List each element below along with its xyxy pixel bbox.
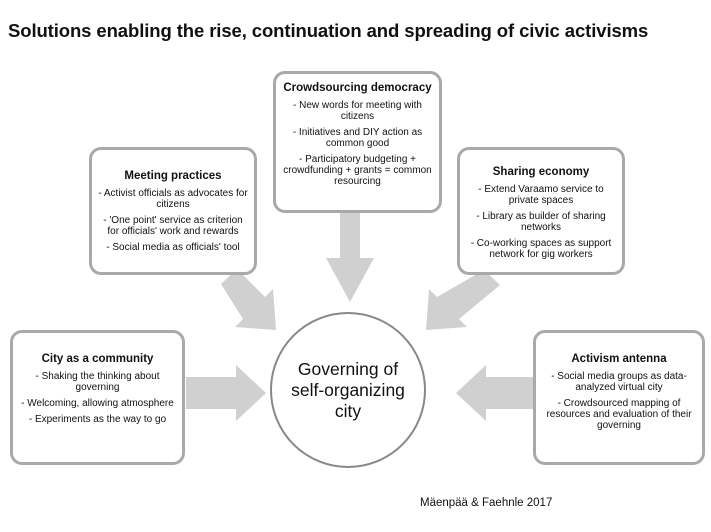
list-item: - Initiatives and DIY action as common good [292, 127, 423, 149]
list-item: - 'One point' service as criterion for officials' work and rewards [103, 215, 243, 237]
list-item: - New words for meeting with citizens [293, 100, 422, 122]
central-circle [270, 312, 426, 468]
list-item: - Participatory budgeting + crowdfunding + grants = common resourcing [283, 154, 432, 187]
box-city-as-a-community [10, 330, 185, 465]
arrow-upper-left [221, 269, 276, 330]
list-item: - Crowdsourced mapping of resources and evaluation of their governing [546, 398, 692, 431]
list-item: - Social media as officials' tool [106, 242, 240, 253]
box-meeting-practices [89, 147, 257, 275]
list-item: - Social media groups as data-analyzed virtual city [551, 371, 687, 393]
box-activism-antenna [533, 330, 705, 465]
box-heading: Activism antenna [571, 353, 667, 365]
arrow-right [456, 365, 534, 421]
box-heading: Sharing economy [492, 166, 590, 178]
list-item: - Extend Varaamo service to private spaces [478, 184, 604, 206]
arrow-upper-right [426, 270, 500, 330]
central-label: Governing of self-organizing city [291, 358, 405, 421]
arrow-top [326, 212, 374, 302]
list-item: - Library as builder of sharing networks [476, 211, 606, 233]
arrow-left [186, 365, 266, 421]
box-heading: Crowdsourcing democracy [283, 82, 432, 94]
box-sharing-economy [457, 147, 625, 275]
list-item: - Experiments as the way to go [28, 414, 167, 425]
list-item: - Shaking the thinking about governing [35, 371, 160, 393]
list-item: - Welcoming, allowing atmosphere [21, 398, 174, 409]
box-heading: City as a community [41, 353, 154, 365]
box-heading: Meeting practices [124, 170, 222, 182]
citation-credit: Mäenpää & Faehnle 2017 [420, 497, 553, 509]
list-item: - Co-working spaces as support network for gig workers [470, 238, 612, 260]
list-item: - Activist officials as advocates for citizens [98, 188, 248, 210]
page-title: Solutions enabling the rise, continuation and spreading of civic activisms [8, 20, 649, 41]
box-crowdsourcing-democracy [273, 71, 442, 213]
